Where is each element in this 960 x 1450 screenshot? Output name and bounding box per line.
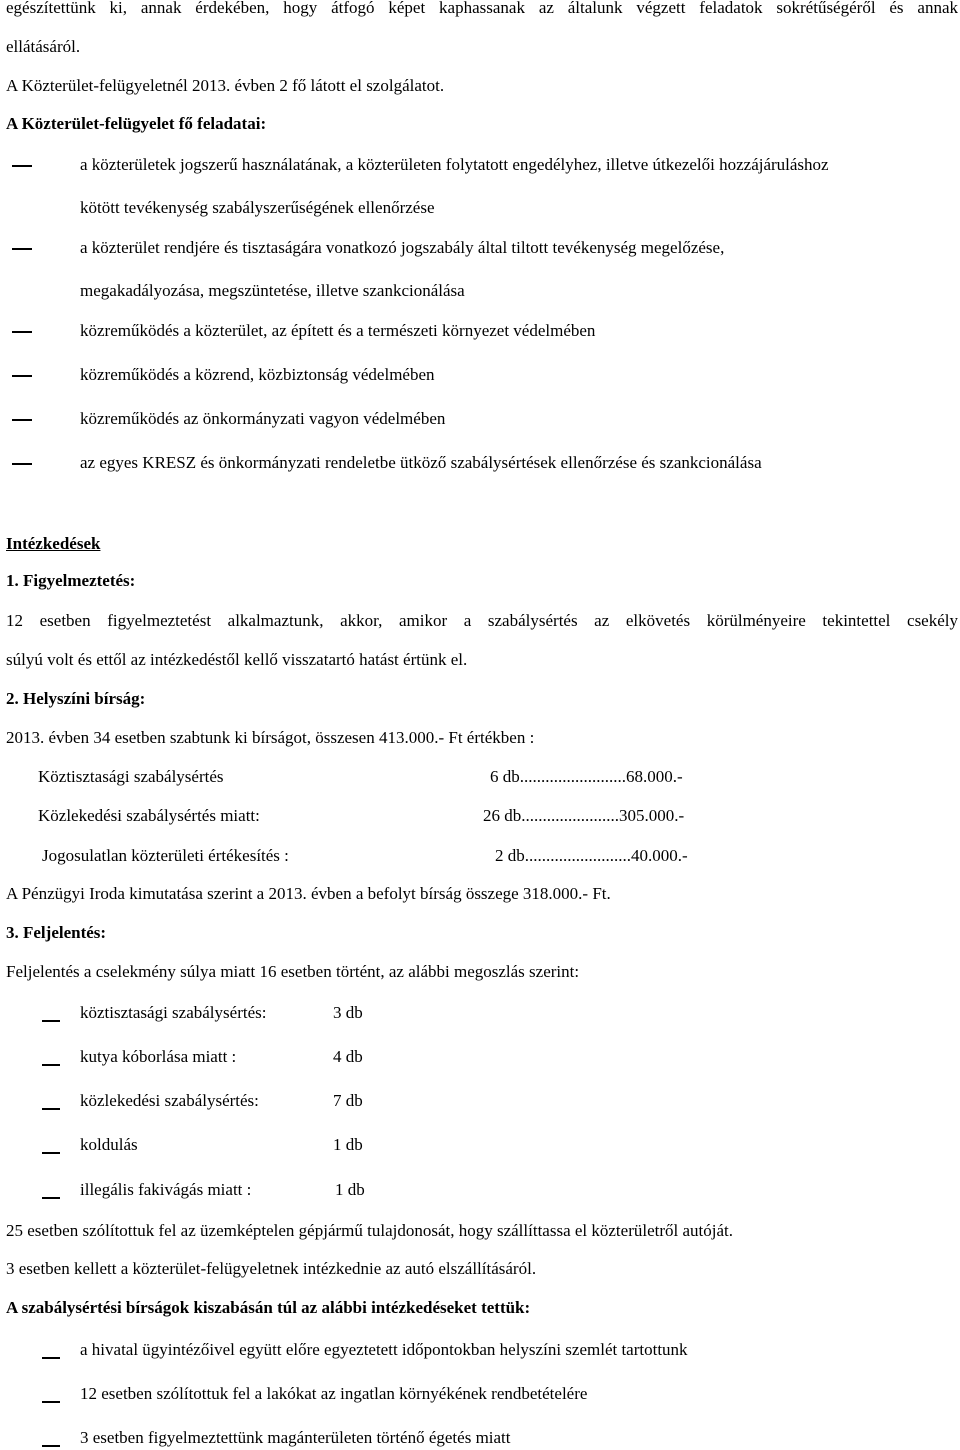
bullet-underscore (42, 1384, 60, 1403)
section-1-title: 1. Figyelmeztetés: (6, 571, 136, 590)
bullet-underscore (42, 1047, 60, 1066)
bullet-dash (12, 453, 32, 465)
section-3-paragraph-3: 3 esetben kellett a közterület-felügyeletnek intézkednie az autó elszállításáról. (6, 1259, 537, 1278)
report-row-label: közlekedési szabálysértés: (80, 1091, 259, 1110)
fine-row-label: Jogosulatlan közterületi értékesítés : (42, 846, 289, 865)
intro-line-2: ellátásáról. (6, 37, 81, 56)
section-2-paragraph: 2013. évben 34 esetben szabtunk ki bírságot, összesen 413.000.- Ft értékben : (6, 728, 535, 747)
section-3-title: 3. Feljelentés: (6, 923, 107, 942)
section-1-paragraph-line-2: súlyú volt és ettől az intézkedéstől kellő visszatartó hatást értünk el. (6, 650, 468, 669)
task-item-1-line-1: a közterületek jogszerű használatának, a közterületen folytatott engedélyhez, illetve útkezelői hozzájáruláshoz (80, 155, 829, 174)
task-item-4: közreműködés a közrend, közbiztonság védelmében (80, 365, 435, 384)
bullet-dash (12, 409, 32, 421)
fine-row-value: 2 db.........................40.000.- (495, 846, 688, 865)
fine-row-label: Köztisztasági szabálysértés (38, 767, 224, 786)
task-item-2-line-2: megakadályozása, megszüntetése, illetve szankcionálása (80, 281, 465, 300)
report-row-value: 1 db (335, 1180, 365, 1199)
extra-measures-heading: A szabálysértési bírságok kiszabásán túl az alábbi intézkedéseket tettük: (6, 1298, 531, 1317)
bullet-underscore (42, 1003, 60, 1022)
bullet-dash (12, 238, 32, 250)
bullet-dash (12, 155, 32, 167)
section-1-paragraph-line-1: 12 esetben figyelmeztetést alkalmaztunk, akkor, amikor a szabálysértés az elkövetés körülményeire tekintettel csekély (6, 611, 958, 630)
task-item-2-line-1: a közterület rendjére és tisztaságára vonatkozó jogszabály által tiltott tevékenység megelőzése, (80, 238, 725, 257)
bullet-underscore (42, 1340, 60, 1359)
report-row-value: 3 db (333, 1003, 363, 1022)
fine-row-value: 26 db.......................305.000.- (483, 806, 685, 825)
report-row-value: 4 db (333, 1047, 363, 1066)
extra-item-1: a hivatal ügyintézőivel együtt előre egyeztetett időpontokban helyszíni szemlét tartottunk (80, 1340, 688, 1359)
report-row-value: 1 db (333, 1135, 363, 1154)
task-item-5: közreműködés az önkormányzati vagyon védelmében (80, 409, 446, 428)
report-row-label: koldulás (80, 1135, 138, 1154)
measures-heading: Intézkedések (6, 534, 101, 553)
section-2-title: 2. Helyszíni bírság: (6, 689, 146, 708)
report-row-label: köztisztasági szabálysértés: (80, 1003, 267, 1022)
intro-line-1: egészítettünk ki, annak érdekében, hogy átfogó képet kaphassanak az általunk végzett feladatok sokrétűségéről és annak (6, 0, 958, 17)
bullet-underscore (42, 1091, 60, 1110)
task-item-1-line-2: kötött tevékenység szabályszerűségének ellenőrzése (80, 198, 435, 217)
fine-row-label: Közlekedési szabálysértés miatt: (38, 806, 260, 825)
bullet-underscore (42, 1180, 60, 1199)
section-3-paragraph: Feljelentés a cselekmény súlya miatt 16 esetben történt, az alábbi megoszlás szerint: (6, 962, 580, 981)
report-row-value: 7 db (333, 1091, 363, 1110)
section-2-summary: A Pénzügyi Iroda kimutatása szerint a 2013. évben a befolyt bírság összege 318.000.- Ft. (6, 884, 611, 903)
fine-row-value: 6 db.........................68.000.- (490, 767, 683, 786)
report-row-label: illegális fakivágás miatt : (80, 1180, 252, 1199)
extra-item-2: 12 esetben szólítottuk fel a lakókat az ingatlan környékének rendbetételére (80, 1384, 588, 1403)
section-3-paragraph-2: 25 esetben szólítottuk fel az üzemképtelen gépjármű tulajdonosát, hogy szállíttassa el közterületről autóját. (6, 1221, 733, 1240)
bullet-dash (12, 321, 32, 333)
extra-item-3: 3 esetben figyelmeztettünk magánterületen történő égetés miatt (80, 1428, 511, 1447)
bullet-underscore (42, 1135, 60, 1154)
report-row-label: kutya kóborlása miatt : (80, 1047, 237, 1066)
bullet-underscore (42, 1428, 60, 1447)
bullet-dash (12, 365, 32, 377)
task-item-6: az egyes KRESZ és önkormányzati rendeletbe ütköző szabálysértések ellenőrzése és szankcionálása (80, 453, 762, 472)
tasks-heading: A Közterület-felügyelet fő feladatai: (6, 114, 267, 133)
intro-line-3: A Közterület-felügyeletnél 2013. évben 2 fő látott el szolgálatot. (6, 76, 445, 95)
task-item-3: közreműködés a közterület, az épített és a természeti környezet védelmében (80, 321, 596, 340)
